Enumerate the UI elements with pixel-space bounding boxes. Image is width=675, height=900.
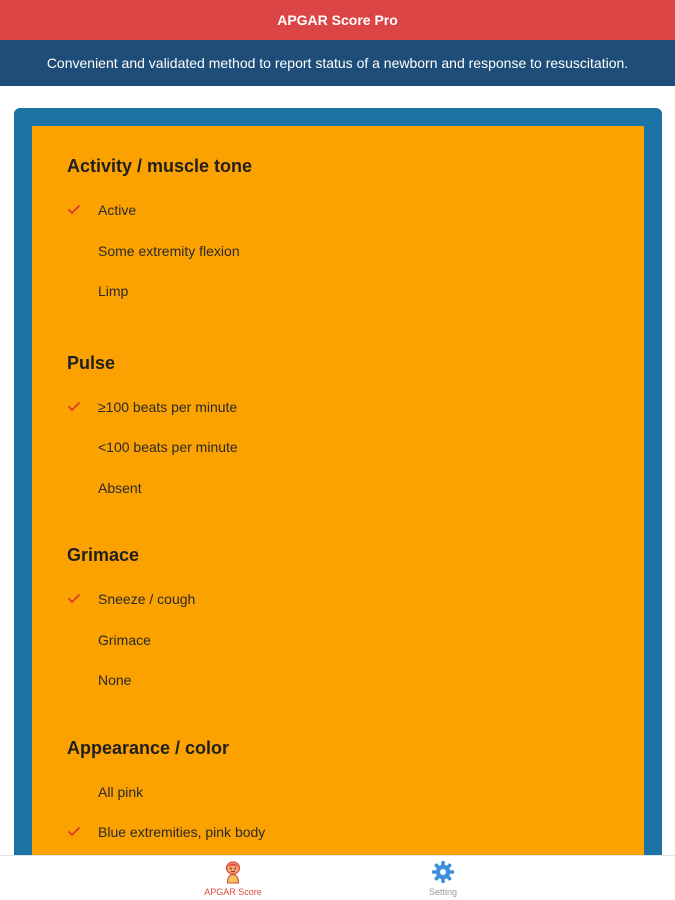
app-subtitle: Convenient and validated method to report status of a newborn and response to resuscitation. [46,55,629,71]
content-frame [14,108,662,868]
tab-label: Setting [428,887,458,897]
option-pulse-under-100[interactable] [67,427,627,468]
checkmark-icon [67,202,81,216]
option-sneeze-cough[interactable] [67,579,627,620]
checkmark-icon [67,399,81,413]
gear-icon [431,860,455,884]
option-pulse-100-plus[interactable] [67,387,627,428]
tab-label: APGAR Score [204,887,262,897]
option-none[interactable] [67,660,627,701]
checkmark-icon [67,591,81,605]
option-label: Sneeze / cough [98,591,196,608]
option-label: ≥100 beats per minute [98,398,238,415]
tab-apgar-score[interactable] [173,860,293,900]
section-title: Appearance / color [67,737,230,758]
baby-icon [221,860,245,884]
option-blue-extremities[interactable] [67,812,627,853]
option-label: Some extremity flexion [98,242,240,259]
section-pulse [67,351,627,509]
subtitle-bar [0,40,675,86]
option-label: Blue extremities, pink body [98,824,266,841]
score-panel [32,126,644,886]
option-pulse-absent[interactable] [67,468,627,509]
section-activity [67,154,627,312]
section-title: Grimace [67,545,140,565]
option-label: Grimace [98,631,151,648]
section-title: Activity / muscle tone [67,156,253,176]
section-grimace [67,543,627,701]
score-sections [67,154,627,900]
option-all-pink[interactable] [67,772,627,813]
option-limp[interactable] [67,271,627,312]
title-bar [0,0,675,40]
option-label: All pink [98,783,144,800]
option-label: Limp [98,283,129,300]
option-label: <100 beats per minute [98,439,238,456]
option-label: None [98,672,132,689]
tab-bar [0,855,675,900]
option-active[interactable] [67,190,627,231]
app-title: APGAR Score Pro [277,12,398,28]
section-title: Pulse [67,352,116,373]
option-some-extremity-flexion[interactable] [67,231,627,272]
option-label: Active [98,202,137,219]
option-grimace[interactable] [67,620,627,661]
checkmark-icon [67,824,81,838]
option-label: Absent [98,479,142,496]
tab-setting[interactable] [383,860,503,900]
